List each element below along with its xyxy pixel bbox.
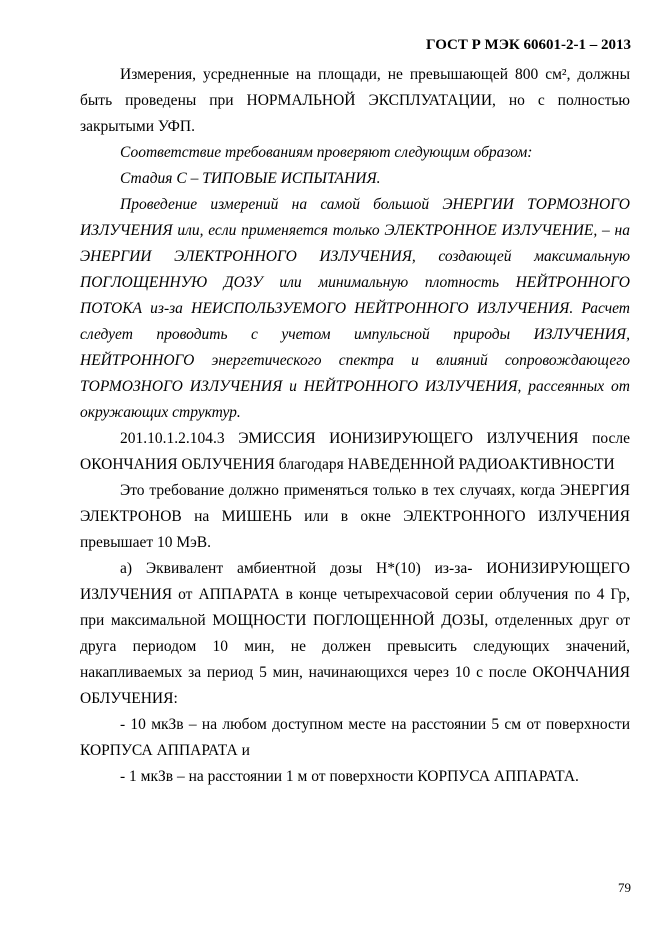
- paragraph-section-heading: 201.10.1.2.104.3 ЭМИССИЯ ИОНИЗИРУЮЩЕГО ИЗЛУЧЕНИЯ после ОКОНЧАНИЯ ОБЛУЧЕНИЯ благодаря НАВЕДЕННОЙ РАДИОАКТИВНОСТИ: [80, 430, 630, 473]
- paragraph-compliance: Соответствие требованиям проверяют следующим образом:: [120, 144, 533, 161]
- paragraph-requirement: Это требование должно применяться только в тех случаях, когда ЭНЕРГИЯ ЭЛЕКТРОНОВ на МИШЕНЬ или в окне ЭЛЕКТРОННОГО ИЗЛУЧЕНИЯ превышает 10 МэВ.: [80, 482, 630, 551]
- paragraph-stage: Стадия С – ТИПОВЫЕ ИСПЫТАНИЯ.: [120, 170, 381, 187]
- paragraph-procedure: Проведение измерений на самой большой ЭНЕРГИИ ТОРМОЗНОГО ИЗЛУЧЕНИЯ или, если применяется только ЭЛЕКТРОННОЕ ИЗЛУЧЕНИЕ, – на ЭНЕРГИИ ЭЛЕКТРОННОГО ИЗЛУЧЕНИЯ, создающей максимальную ПОГЛОЩЕННУЮ ДОЗУ или минимальную плотность НЕЙТРОННОГО ПОТОКА из-за НЕИСПОЛЬЗУЕМОГО НЕЙТРОННОГО ИЗЛУЧЕНИЯ. Расчет следует проводить с учетом импульсной природы ИЗЛУЧЕНИЯ, НЕЙТРОННОГО энергетического спектра и влияний сопровождающего ТОРМОЗНОГО ИЗЛУЧЕНИЯ и НЕЙТРОННОГО ИЗЛУЧЕНИЯ, рассеянных от окружающих структур.: [80, 196, 630, 421]
- paragraph-item-a: а) Эквивалент амбиентной дозы Н*(10) из-за- ИОНИЗИРУЮЩЕГО ИЗЛУЧЕНИЯ от АППАРАТА в конце четырехчасовой серии облучения по 4 Гр, при максимальной МОЩНОСТИ ПОГЛОЩЕННОЙ ДОЗЫ, отделенных друг от друга периодом 10 мин, не должен превысить следующих значений, накапливаемых за период 5 мин, начинающихся через 10 с после ОКОНЧАНИЯ ОБЛУЧЕНИЯ:: [80, 560, 630, 707]
- paragraph-limit-1: - 10 мкЗв – на любом доступном месте на расстоянии 5 см от поверхности КОРПУСА АППАРАТА и: [80, 716, 630, 759]
- paragraph-measurements: Измерения, усредненные на площади, не превышающей 800 см², должны быть проведены при НОРМАЛЬНОЙ ЭКСПЛУАТАЦИИ, но с полностью закрытыми УФП.: [80, 66, 630, 135]
- paragraph-limit-2: - 1 мкЗв – на расстоянии 1 м от поверхности КОРПУСА АППАРАТА.: [120, 768, 579, 785]
- page-number: 79: [618, 880, 631, 895]
- document-body: [80, 62, 630, 790]
- document-header: ГОСТ Р МЭК 60601-2-1 – 2013: [426, 37, 631, 53]
